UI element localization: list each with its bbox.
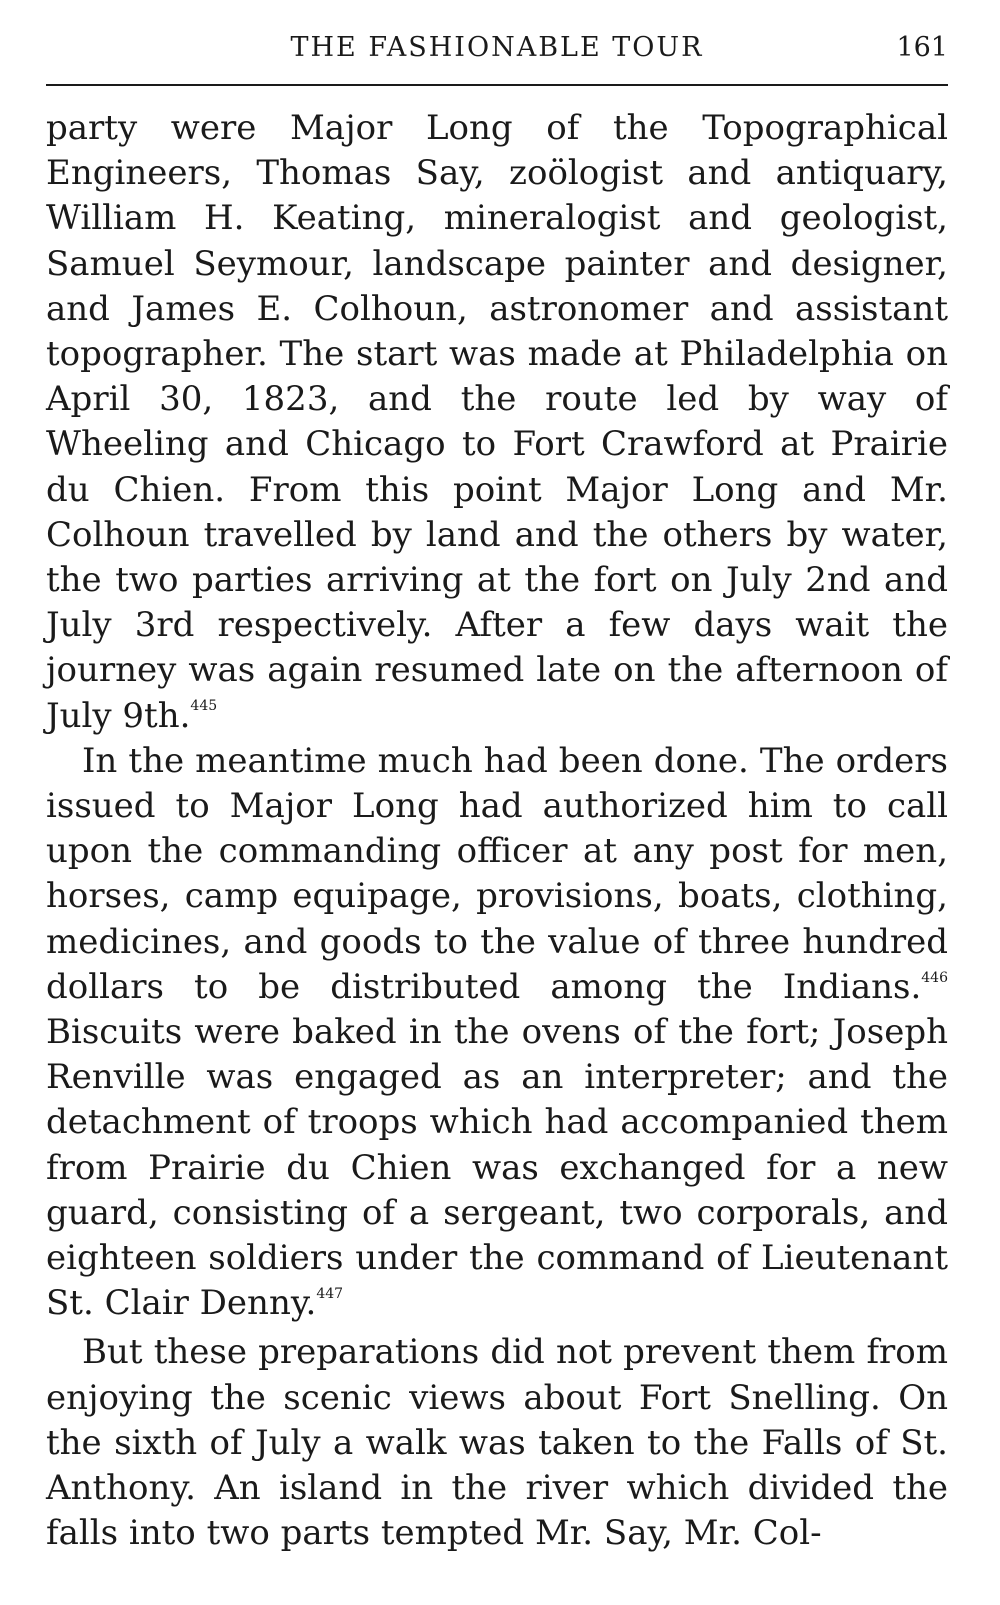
paragraph-2-text-a: In the meantime much had been done. The orders issued to Major Long had authorized him to call upon the commanding officer at any post for men, horses, camp equipage, provisions, boats, clothing, medicines, and goods to the value of three hundred dollars to be distributed among the Indians. bbox=[46, 740, 948, 1007]
paragraph-1-text: party were Major Long of the Topographical Engineers, Thomas Say, zoölogist and antiquary, William H. Keating, mineralogist and geologist, Samuel Seymour, landscape painter and designer, and James E. Colhoun, astronomer and assistant topographer. The start was made at Philadelphia on April 30, 1823, and the route led by way of Wheeling and Chicago to Fort Crawford at Prairie du Chien. From this point Major Long and Mr. Colhoun travelled by land and the others by water, the two parties arriving at the fort on July 2nd and July 3rd respectively. After a few days wait the journey was again resumed late on the afternoon of July 9th. bbox=[46, 108, 948, 736]
footnote-marker-446: 446 bbox=[921, 969, 948, 986]
page-number: 161 bbox=[896, 32, 948, 63]
running-title: THE FASHIONABLE TOUR bbox=[290, 32, 704, 63]
footnote-marker-447: 447 bbox=[316, 1285, 344, 1302]
paragraph-2-text-b: Biscuits were baked in the ovens of the fort; Joseph Renville was engaged as an interpreter; and the detachment of troops which had accompanied them from Prairie du Chien was exchanged for a new guard, consisting of a sergeant, two corporals, and eighteen soldiers under the command of Lieutenant St. Clair Denny. bbox=[46, 1012, 948, 1324]
paragraph-3-text: But these preparations did not prevent them from enjoying the scenic views about Fort Snelling. On the sixth of July a walk was taken to the Falls of St. Anthony. An island in the river which divided the falls into two parts tempted Mr. Say, Mr. Col- bbox=[46, 1332, 948, 1554]
running-head bbox=[46, 28, 948, 72]
footnote-marker-445: 445 bbox=[190, 698, 218, 715]
paragraph-2 bbox=[46, 739, 948, 1327]
header-rule bbox=[46, 84, 948, 86]
paragraph-3 bbox=[46, 1330, 948, 1556]
paragraph-1 bbox=[46, 106, 948, 739]
body-text bbox=[46, 106, 948, 1557]
